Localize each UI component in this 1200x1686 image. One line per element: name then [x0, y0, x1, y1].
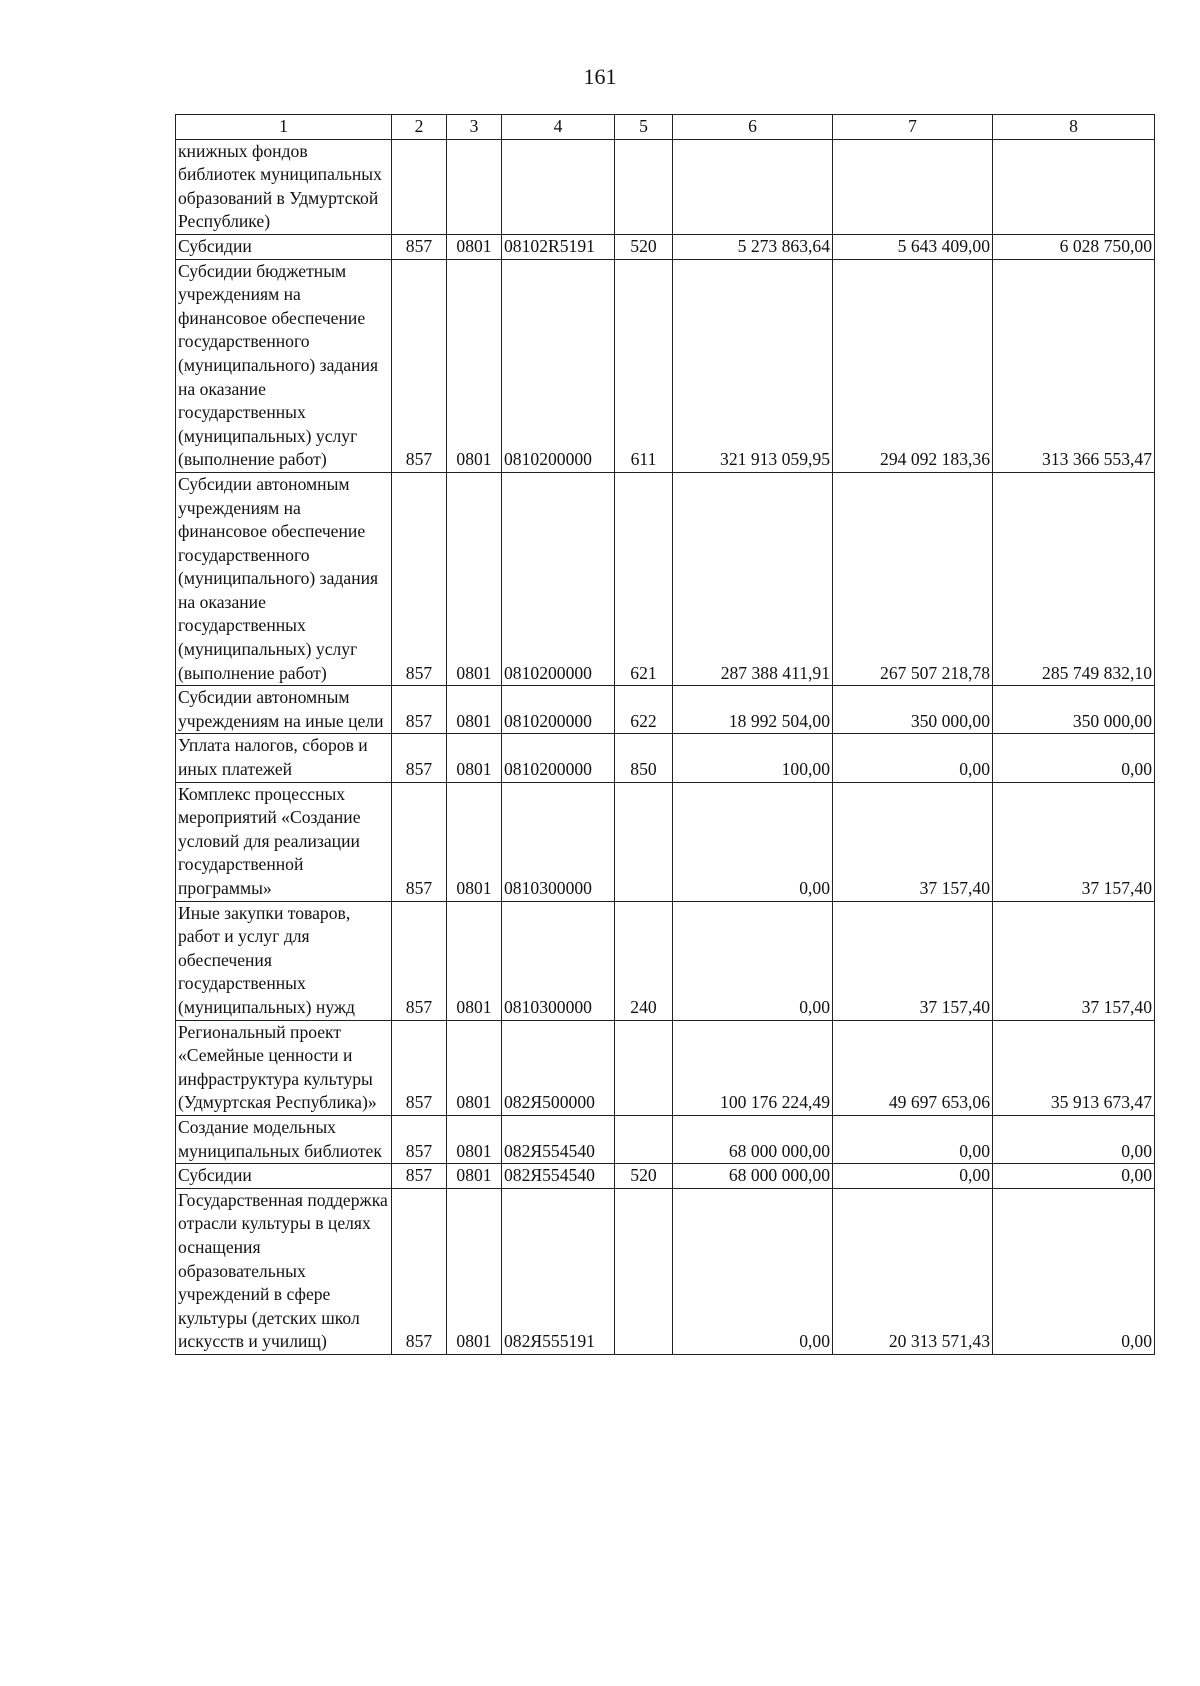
cell-vr — [615, 1115, 673, 1163]
cell-grbs: 857 — [392, 901, 447, 1020]
cell-grbs: 857 — [392, 259, 447, 472]
cell-amount-col8: 0,00 — [993, 1164, 1155, 1189]
cell-amount-col8: 313 366 553,47 — [993, 259, 1155, 472]
cell-amount-col6: 0,00 — [673, 782, 833, 901]
cell-grbs: 857 — [392, 1164, 447, 1189]
cell-vr — [615, 139, 673, 234]
header-col-6: 6 — [673, 115, 833, 140]
header-col-8: 8 — [993, 115, 1155, 140]
table-body — [176, 139, 1155, 1354]
cell-amount-col6: 68 000 000,00 — [673, 1115, 833, 1163]
table-row — [176, 234, 1155, 259]
cell-amount-col6: 68 000 000,00 — [673, 1164, 833, 1189]
table-row — [176, 139, 1155, 234]
cell-grbs: 857 — [392, 782, 447, 901]
cell-csr: 08102R5191 — [502, 234, 615, 259]
cell-amount-col7: 5 643 409,00 — [833, 234, 993, 259]
cell-amount-col6: 321 913 059,95 — [673, 259, 833, 472]
cell-amount-col7: 0,00 — [833, 734, 993, 782]
cell-name: Субсидии — [176, 1164, 392, 1189]
cell-grbs: 857 — [392, 1020, 447, 1115]
cell-vr — [615, 782, 673, 901]
cell-amount-col8: 0,00 — [993, 1188, 1155, 1354]
header-col-1: 1 — [176, 115, 392, 140]
table-row — [176, 1188, 1155, 1354]
cell-amount-col8: 0,00 — [993, 1115, 1155, 1163]
cell-amount-col6: 18 992 504,00 — [673, 686, 833, 734]
cell-amount-col6 — [673, 139, 833, 234]
cell-amount-col8: 285 749 832,10 — [993, 472, 1155, 685]
cell-csr: 082Я554540 — [502, 1115, 615, 1163]
cell-amount-col7 — [833, 139, 993, 234]
cell-rzpr: 0801 — [447, 782, 502, 901]
cell-amount-col8: 0,00 — [993, 734, 1155, 782]
cell-rzpr: 0801 — [447, 234, 502, 259]
cell-rzpr: 0801 — [447, 901, 502, 1020]
cell-grbs: 857 — [392, 234, 447, 259]
cell-amount-col7: 37 157,40 — [833, 901, 993, 1020]
cell-rzpr: 0801 — [447, 734, 502, 782]
table-row — [176, 259, 1155, 472]
cell-csr: 0810200000 — [502, 686, 615, 734]
table-row — [176, 686, 1155, 734]
cell-rzpr: 0801 — [447, 472, 502, 685]
header-col-7: 7 — [833, 115, 993, 140]
cell-amount-col7: 49 697 653,06 — [833, 1020, 993, 1115]
cell-amount-col8: 37 157,40 — [993, 901, 1155, 1020]
cell-amount-col6: 0,00 — [673, 1188, 833, 1354]
table-row — [176, 1164, 1155, 1189]
cell-amount-col7: 0,00 — [833, 1115, 993, 1163]
cell-grbs — [392, 139, 447, 234]
cell-amount-col8: 35 913 673,47 — [993, 1020, 1155, 1115]
cell-vr — [615, 1020, 673, 1115]
cell-csr: 0810200000 — [502, 259, 615, 472]
cell-csr: 082Я500000 — [502, 1020, 615, 1115]
cell-amount-col7: 294 092 183,36 — [833, 259, 993, 472]
cell-vr: 611 — [615, 259, 673, 472]
cell-amount-col6: 5 273 863,64 — [673, 234, 833, 259]
cell-name: Государственная поддержка отрасли культуры в целях оснащения образовательных учреждений в сфере культуры (детских школ искусств и училищ) — [176, 1188, 392, 1354]
header-col-3: 3 — [447, 115, 502, 140]
cell-csr: 0810300000 — [502, 782, 615, 901]
cell-amount-col7: 350 000,00 — [833, 686, 993, 734]
cell-grbs: 857 — [392, 734, 447, 782]
cell-amount-col7: 20 313 571,43 — [833, 1188, 993, 1354]
header-col-2: 2 — [392, 115, 447, 140]
cell-vr: 520 — [615, 234, 673, 259]
budget-table — [175, 114, 1155, 1355]
cell-rzpr: 0801 — [447, 259, 502, 472]
cell-csr: 0810200000 — [502, 472, 615, 685]
table-row — [176, 472, 1155, 685]
cell-name: книжных фондов библиотек муниципальных образований в Удмуртской Республике) — [176, 139, 392, 234]
cell-name: Субсидии автономным учреждениям на финансовое обеспечение государственного (муниципального) задания на оказание государственных (муниципальных) услуг (выполнение работ) — [176, 472, 392, 685]
table-row — [176, 901, 1155, 1020]
cell-rzpr: 0801 — [447, 686, 502, 734]
cell-amount-col8: 37 157,40 — [993, 782, 1155, 901]
cell-amount-col8: 350 000,00 — [993, 686, 1155, 734]
cell-rzpr: 0801 — [447, 1115, 502, 1163]
cell-amount-col7: 37 157,40 — [833, 782, 993, 901]
header-col-5: 5 — [615, 115, 673, 140]
header-row — [176, 115, 1155, 140]
cell-vr: 850 — [615, 734, 673, 782]
cell-name: Субсидии — [176, 234, 392, 259]
cell-grbs: 857 — [392, 472, 447, 685]
cell-amount-col8 — [993, 139, 1155, 234]
cell-rzpr: 0801 — [447, 1188, 502, 1354]
table-row — [176, 734, 1155, 782]
cell-name: Уплата налогов, сборов и иных платежей — [176, 734, 392, 782]
cell-vr: 622 — [615, 686, 673, 734]
cell-vr: 240 — [615, 901, 673, 1020]
cell-amount-col6: 100 176 224,49 — [673, 1020, 833, 1115]
header-col-4: 4 — [502, 115, 615, 140]
table-row — [176, 1020, 1155, 1115]
cell-grbs: 857 — [392, 686, 447, 734]
cell-csr: 0810200000 — [502, 734, 615, 782]
cell-name: Иные закупки товаров, работ и услуг для обеспечения государственных (муниципальных) нужд — [176, 901, 392, 1020]
cell-amount-col6: 0,00 — [673, 901, 833, 1020]
cell-name: Субсидии бюджетным учреждениям на финансовое обеспечение государственного (муниципального) задания на оказание государственных (муниципальных) услуг (выполнение работ) — [176, 259, 392, 472]
cell-amount-col8: 6 028 750,00 — [993, 234, 1155, 259]
cell-vr: 621 — [615, 472, 673, 685]
cell-rzpr: 0801 — [447, 1020, 502, 1115]
cell-name: Субсидии автономным учреждениям на иные цели — [176, 686, 392, 734]
table-row — [176, 782, 1155, 901]
cell-csr: 0810300000 — [502, 901, 615, 1020]
page-number: 161 — [583, 64, 617, 89]
cell-csr: 082Я554540 — [502, 1164, 615, 1189]
cell-csr — [502, 139, 615, 234]
cell-name: Комплекс процессных мероприятий «Создание условий для реализации государственной программы» — [176, 782, 392, 901]
cell-grbs: 857 — [392, 1115, 447, 1163]
cell-csr: 082Я555191 — [502, 1188, 615, 1354]
cell-amount-col7: 267 507 218,78 — [833, 472, 993, 685]
table-row — [176, 1115, 1155, 1163]
cell-amount-col6: 100,00 — [673, 734, 833, 782]
cell-amount-col6: 287 388 411,91 — [673, 472, 833, 685]
cell-rzpr — [447, 139, 502, 234]
cell-name: Создание модельных муниципальных библиотек — [176, 1115, 392, 1163]
cell-rzpr: 0801 — [447, 1164, 502, 1189]
cell-name: Региональный проект «Семейные ценности и инфраструктура культуры (Удмуртская Республика)» — [176, 1020, 392, 1115]
cell-vr: 520 — [615, 1164, 673, 1189]
cell-amount-col7: 0,00 — [833, 1164, 993, 1189]
cell-vr — [615, 1188, 673, 1354]
cell-grbs: 857 — [392, 1188, 447, 1354]
